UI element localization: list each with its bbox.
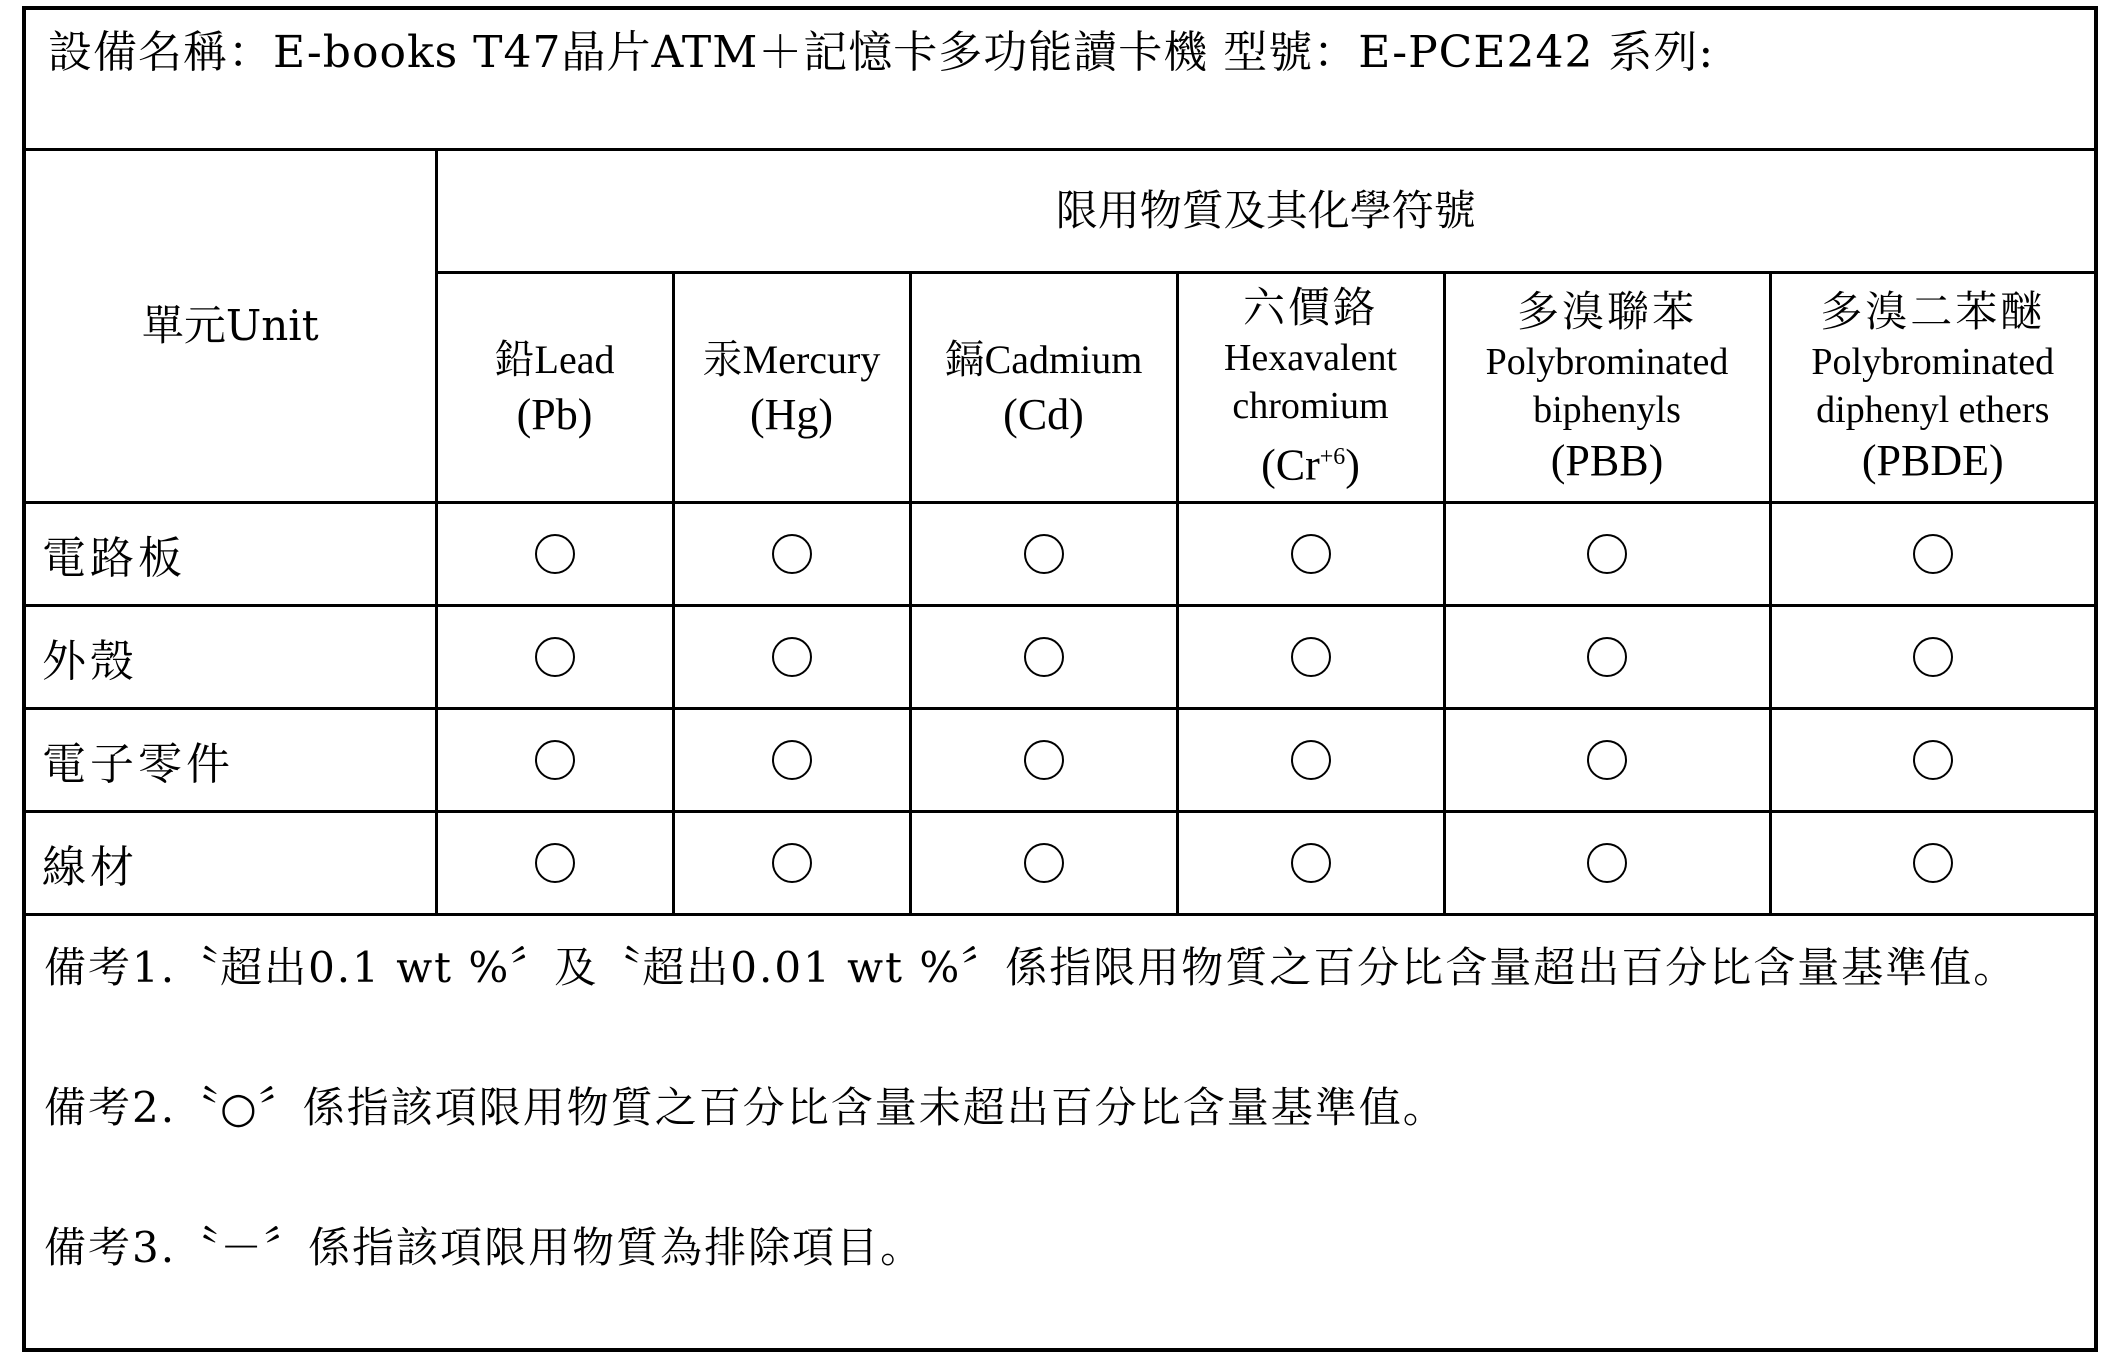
circle-mark-icon (1291, 740, 1331, 780)
compliance-cell (673, 811, 910, 914)
circle-mark-icon (1913, 637, 1953, 677)
compliance-cell (1177, 811, 1444, 914)
notes-section (26, 918, 2094, 1348)
circle-mark-icon (1291, 843, 1331, 883)
compliance-cell (1444, 605, 1770, 708)
unit-header: 單元Unit (26, 151, 436, 502)
substance-header-pbde: 多溴二苯醚 Polybrominated diphenyl ethers (PBDE) (1770, 272, 2094, 502)
table-row (26, 605, 2094, 708)
compliance-cell (910, 502, 1177, 605)
compliance-cell (910, 605, 1177, 708)
substances-group-header: 限用物質及其化學符號 (436, 151, 2094, 272)
circle-mark-icon (1587, 740, 1627, 780)
substance-header-mercury: 汞Mercury (Hg) (673, 272, 910, 502)
title-row (26, 10, 2094, 151)
compliance-cell (1770, 502, 2094, 605)
circle-mark-icon (772, 740, 812, 780)
rohs-declaration-sheet (22, 6, 2098, 1352)
compliance-cell (1177, 605, 1444, 708)
row-unit-label: 電路板 (26, 502, 436, 605)
circle-mark-icon (1913, 740, 1953, 780)
substance-header-pbb: 多溴聯苯 Polybrominated biphenyls (PBB) (1444, 272, 1770, 502)
compliance-cell (673, 502, 910, 605)
circle-mark-icon (1024, 534, 1064, 574)
table-row (26, 811, 2094, 914)
compliance-cell (673, 708, 910, 811)
substance-header-cadmium: 鎘Cadmium (Cd) (910, 272, 1177, 502)
circle-mark-icon (772, 637, 812, 677)
circle-mark-icon (1291, 637, 1331, 677)
note-3: 備考3.〝－〞係指該項限用物質為排除項目。 (44, 1223, 925, 1272)
circle-mark-icon (1291, 534, 1331, 574)
row-unit-label: 電子零件 (26, 708, 436, 811)
compliance-cell (436, 605, 673, 708)
circle-mark-icon (1913, 534, 1953, 574)
row-unit-label: 線材 (26, 811, 436, 914)
compliance-cell (436, 502, 673, 605)
equipment-title: 設備名稱：E-books T47晶片ATM＋記憶卡多功能讀卡機 型號：E-PCE242 系列: (48, 27, 1715, 78)
compliance-cell (1444, 811, 1770, 914)
compliance-cell (1444, 708, 1770, 811)
compliance-cell (1770, 605, 2094, 708)
restricted-substances-table (26, 151, 2094, 916)
circle-mark-icon (535, 843, 575, 883)
compliance-cell (1177, 708, 1444, 811)
substance-header-lead: 鉛Lead (Pb) (436, 272, 673, 502)
circle-mark-icon (1024, 843, 1064, 883)
compliance-cell (910, 811, 1177, 914)
circle-mark-icon (772, 534, 812, 574)
circle-mark-icon (535, 740, 575, 780)
circle-mark-icon (1024, 740, 1064, 780)
circle-mark-icon (535, 534, 575, 574)
circle-mark-icon (1913, 843, 1953, 883)
circle-mark-icon (1587, 843, 1627, 883)
compliance-cell (436, 811, 673, 914)
circle-mark-icon (1587, 534, 1627, 574)
circle-mark-icon (535, 637, 575, 677)
compliance-cell (1444, 502, 1770, 605)
circle-mark-icon (1024, 637, 1064, 677)
table-row (26, 708, 2094, 811)
compliance-cell (673, 605, 910, 708)
compliance-cell (1770, 708, 2094, 811)
row-unit-label: 外殼 (26, 605, 436, 708)
circle-mark-icon (772, 843, 812, 883)
circle-mark-icon (1587, 637, 1627, 677)
table-row (26, 502, 2094, 605)
substance-header-hexavalent-chromium: 六價鉻 Hexavalent chromium $(Cr^{+6})$ (1177, 272, 1444, 502)
compliance-cell (436, 708, 673, 811)
compliance-cell (1177, 502, 1444, 605)
note-2: 備考2.〝○〞係指該項限用物質之百分比含量未超出百分比含量基準值。 (44, 1083, 1447, 1132)
compliance-cell (1770, 811, 2094, 914)
note-1: 備考1.〝超出0.1 wt %〞及〝超出0.01 wt %〞係指限用物質之百分比含量超出百分比含量基準值。 (44, 943, 2018, 992)
compliance-cell (910, 708, 1177, 811)
